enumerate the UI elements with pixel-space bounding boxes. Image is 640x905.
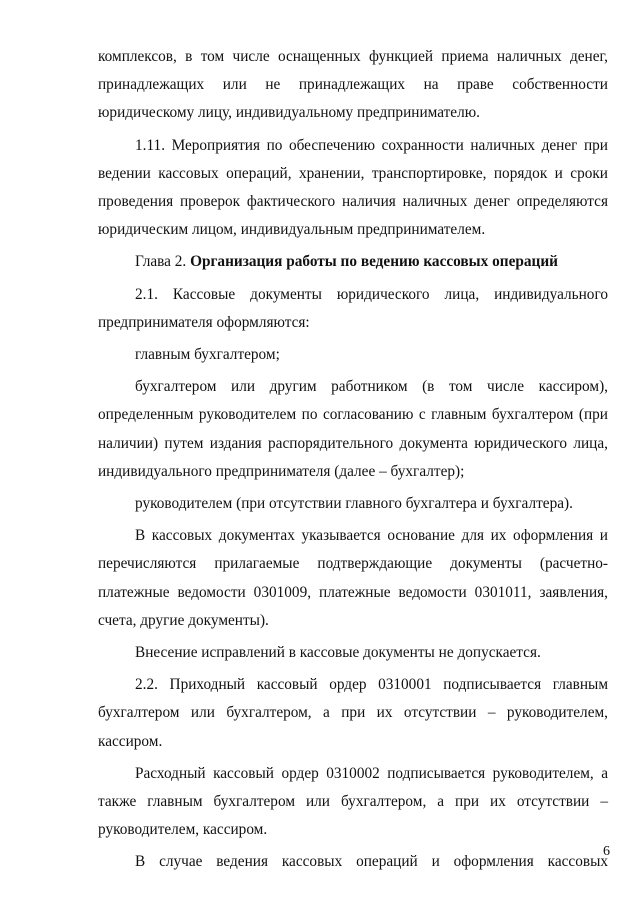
paragraph-case: В случае ведения кассовых операций и оформления кассовых — [135, 853, 608, 871]
text-line: принадлежащих или не принадлежащих на праве собственности — [98, 76, 608, 94]
paragraph-manager: руководителем (при отсутствии главного бухгалтера и бухгалтера). — [135, 495, 573, 513]
chapter-prefix: Глава 2. — [135, 253, 191, 271]
paragraph-2-1: 2.1. Кассовые документы юридического лица, индивидуального предпринимателя оформляются: — [98, 285, 608, 331]
paragraph-no-corrections: Внесение исправлений в кассовые документы не допускается. — [135, 644, 541, 662]
text-line: юридическому лицу, индивидуальному предпринимателю. — [98, 104, 480, 122]
paragraph-chief-accountant: главным бухгалтером; — [135, 346, 280, 364]
paragraph-accountant: бухгалтером или другим работником (в том числе кассиром), определенным руководителем по согласованию с главным бухгалтером (при наличии) путем издания распорядительного документа юридического лица, индивидуального предпринимателя (далее – бухгалтер); — [98, 378, 608, 480]
chapter-title: Организация работы по ведению кассовых операций — [190, 253, 558, 271]
paragraph-1-11: 1.11. Мероприятия по обеспечению сохранности наличных денег при ведении кассовых операций, хранении, транспортировке, порядок и сроки проведения проверок фактического наличия наличных денег определяются юридическим лицом, индивидуальным предпринимателем. — [98, 136, 608, 239]
page-number: 6 — [603, 844, 610, 859]
text-line: комплексов, в том числе оснащенных функцией приема наличных денег, — [98, 48, 608, 65]
paragraph-continuation — [98, 43, 608, 128]
paragraph-expense-order: Расходный кассовый ордер 0310002 подписывается руководителем, а также главным бухгалтером или бухгалтером, а при их отсутствии – руководителем, кассиром. — [98, 764, 608, 839]
paragraph-2-2: 2.2. Приходный кассовый ордер 0310001 подписывается главным бухгалтером или бухгалтером, а при их отсутствии – руководителем, кассиром. — [98, 676, 608, 750]
document-body — [98, 43, 608, 877]
paragraph-basis: В кассовых документах указывается основание для их оформления и перечисляются прилагаемые подтверждающие документы (расчетно-платежные ведомости 0301009, платежные ведомости 0301011, заявления, счета, другие документы). — [98, 527, 608, 629]
chapter-heading — [98, 248, 608, 276]
